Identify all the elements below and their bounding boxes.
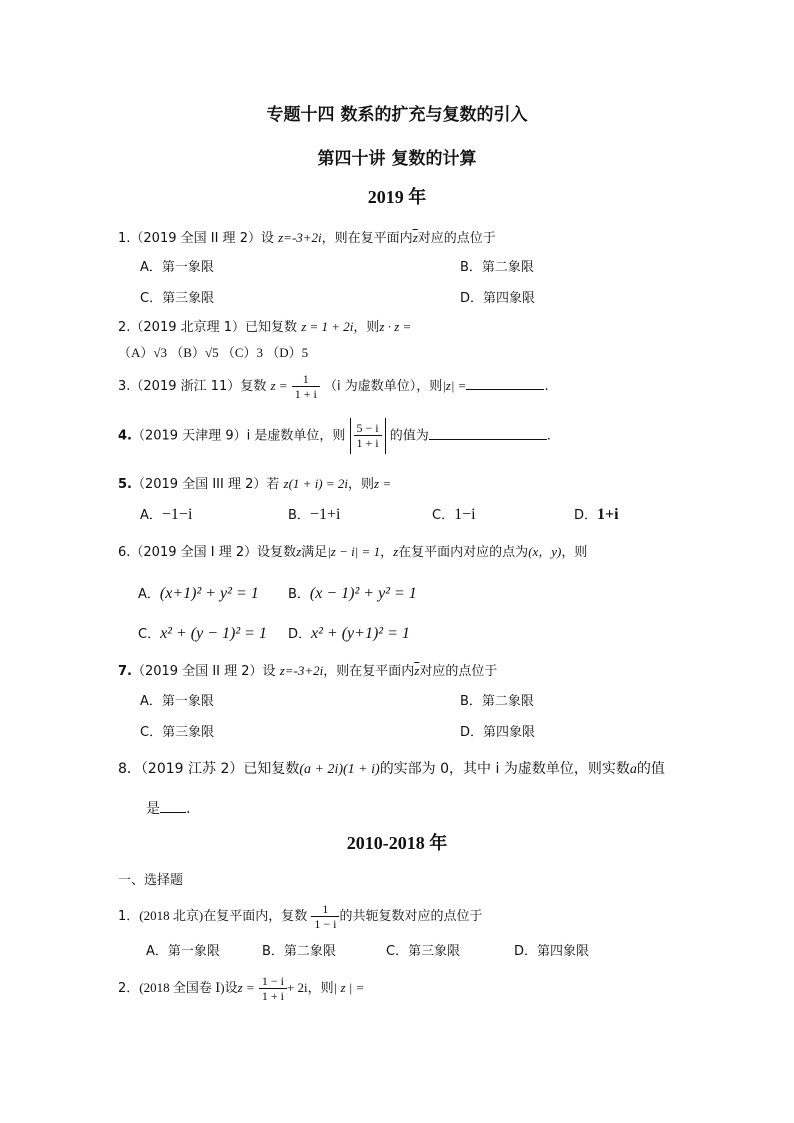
question-2018-1: 1．(2018 北京)在复平面内，复数 $\frac{1}{1 - i}$ 的共轭复数对应的点位于 — [118, 902, 483, 931]
question-6-option-d: D．x² + (y+1)² = 1 — [288, 625, 410, 642]
question-6-option-b: B．(x − 1)² + y² = 1 — [288, 585, 417, 602]
question-2: 2.（2019 北京理 1）已知复数 z = 1 + 2i，则z · z = — [118, 319, 412, 335]
question-5: 5.（2019 全国 III 理 2）若 z(1 + i) = 2i，则z = — [118, 476, 392, 492]
fraction: $\frac{1}{1 + i}$ — [292, 372, 320, 401]
question-7: 7.（2019 全国 II 理 2）设 z=-3+2i，则在复平面内$\overline{z}$对应的点位于 — [118, 663, 498, 679]
question-7-option-a: A．第一象限 — [140, 694, 214, 709]
section-year-2019: 2019 年 — [367, 187, 427, 207]
question-4: 4.（2019 天津理 9）i 是虚数单位，则 $\frac{5 - i}{1 + i}$ 的值为 . — [118, 418, 551, 455]
question-7-option-b: B．第二象限 — [460, 694, 534, 709]
question-6-option-c: C．x² + (y − 1)² = 1 — [138, 625, 267, 642]
section-heading: 一、选择题 — [118, 873, 184, 888]
answer-blank — [466, 375, 544, 390]
question-2018-1-option-d: D．第四象限 — [514, 944, 590, 959]
document-title: 专题十四 数系的扩充与复数的引入 — [266, 105, 528, 125]
question-2018-1-option-b: B．第二象限 — [262, 944, 336, 959]
question-8: 8．（2019 江苏 2）已知复数(a + 2i)(1 + i)的实部为 0，其中 i 为虚数单位，则实数a的值 — [118, 761, 665, 777]
question-3: 3.（2019 浙江 11）复数 z = $\frac{1}{1 + i}$ （i 为虚数单位），则|z| = . — [118, 372, 549, 401]
answer-blank — [160, 798, 186, 813]
question-7-option-d: D．第四象限 — [460, 725, 536, 740]
question-5-option-b: B．−1+i — [288, 506, 341, 523]
question-6: 6.（2019 全国 I 理 2）设复数z满足|z − i| = 1，z在复平面内对应的点为(x，y)，则 — [118, 544, 588, 560]
lecture-subtitle: 第四十讲 复数的计算 — [317, 149, 477, 169]
question-2018-2: 2．(2018 全国卷 Ⅰ)设z = $\frac{1 - i}{1 + i}$ + 2i，则| z | = — [118, 974, 365, 1003]
question-1-option-b: B．第二象限 — [460, 260, 534, 275]
question-2018-1-option-a: A．第一象限 — [146, 944, 220, 959]
question-8-line-2: 是 . — [146, 798, 190, 818]
absolute-value: $\frac{5 - i}{1 + i}$ — [350, 418, 386, 454]
question-1: 1.（2019 全国 II 理 2）设 z=-3+2i，则在复平面内$\overline{z}$对应的点位于 — [118, 230, 496, 246]
question-5-option-a: A．−1−i — [140, 506, 193, 523]
question-5-option-d: D．1+i — [574, 506, 619, 523]
question-7-option-c: C．第三象限 — [140, 725, 215, 740]
question-2-options: （A）√3 （B）√5 （C）3 （D）5 — [118, 345, 309, 360]
question-5-option-c: C．1−i — [432, 506, 476, 523]
question-2018-1-option-c: C．第三象限 — [386, 944, 461, 959]
question-6-option-a: A．(x+1)² + y² = 1 — [138, 585, 259, 602]
section-year-range: 2010-2018 年 — [346, 833, 448, 853]
question-1-option-a: A．第一象限 — [140, 260, 214, 275]
question-1-option-d: D．第四象限 — [460, 291, 536, 306]
question-1-option-c: C．第三象限 — [140, 291, 215, 306]
answer-blank — [429, 425, 547, 440]
